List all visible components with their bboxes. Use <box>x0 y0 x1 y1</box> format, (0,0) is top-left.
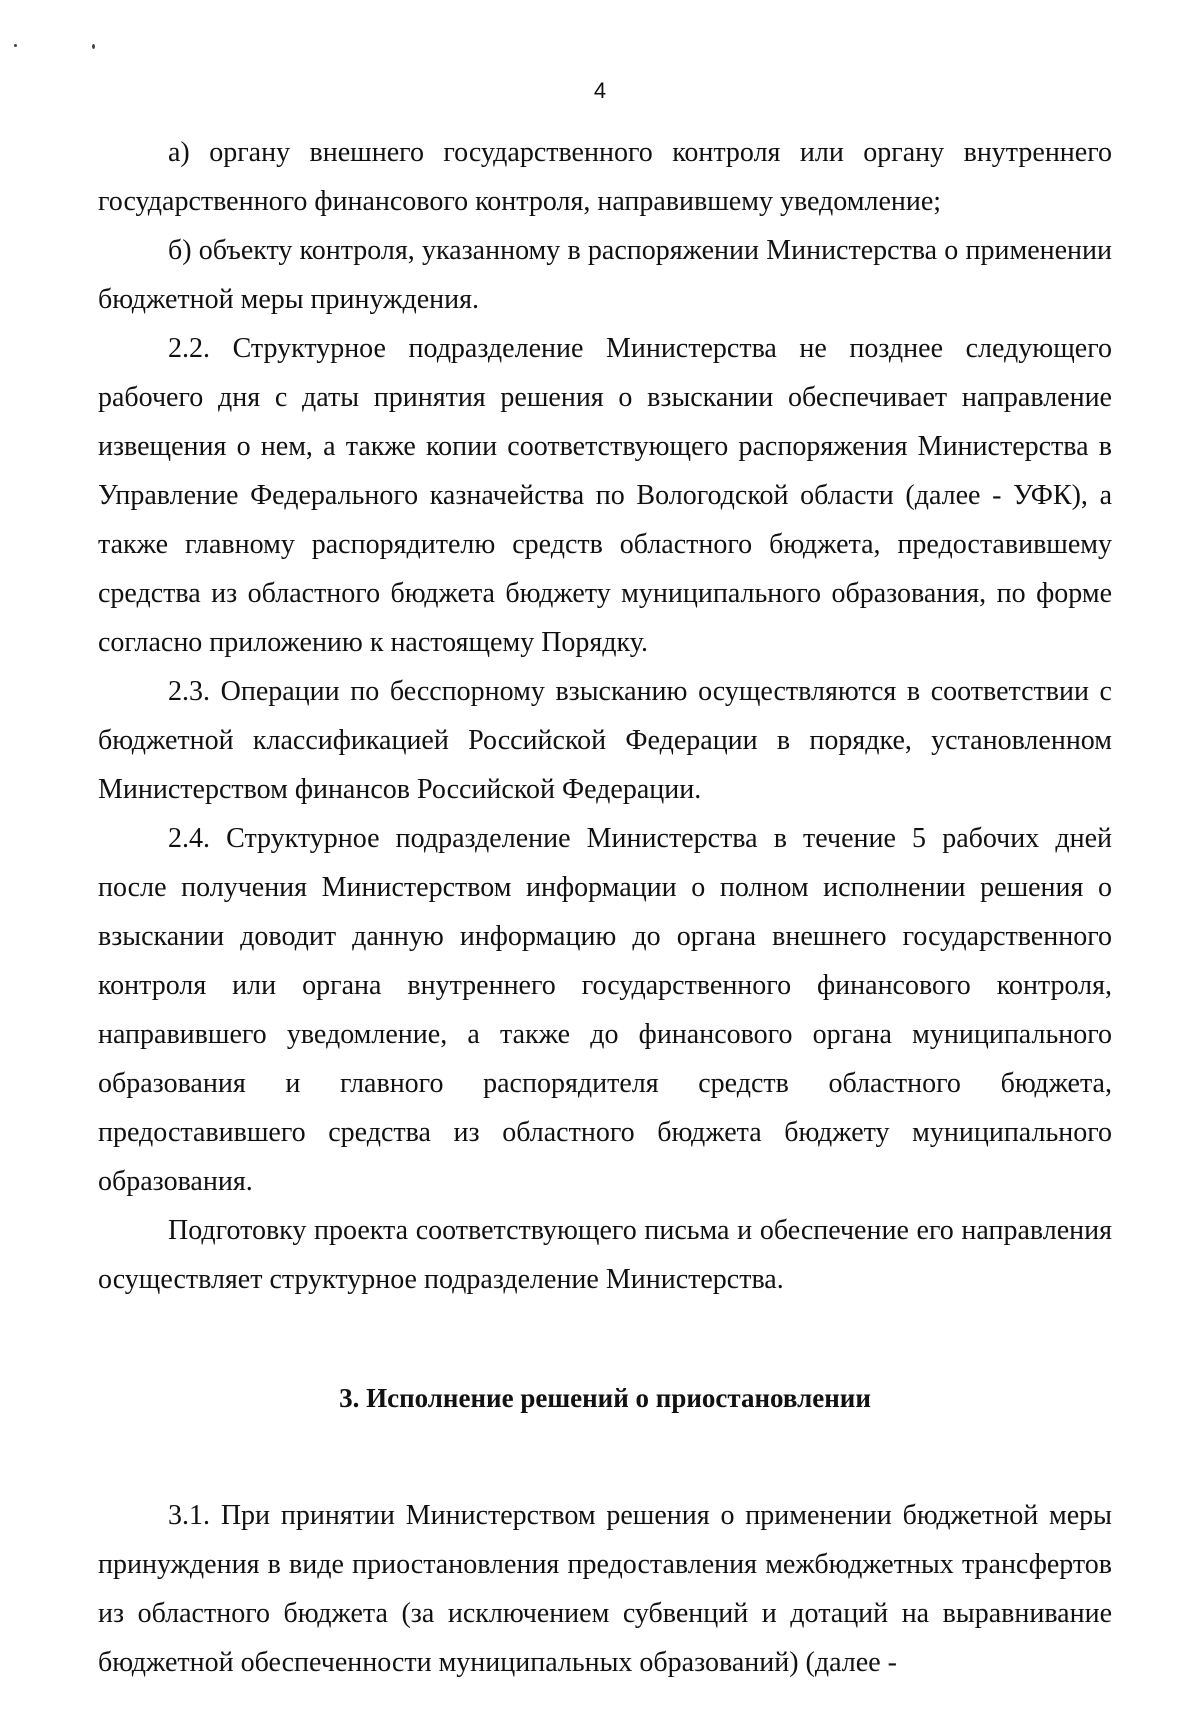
paragraph-letter-preparation: Подготовку проекта соответствующего письма и обеспечение его направления осуществляет структурное подразделение Министерства. <box>98 1215 1112 1295</box>
paragraph-b: б) объекту контроля, указанному в распоряжении Министерства о применении бюджетной меры принуждения. <box>98 235 1112 315</box>
paragraph-a: а) органу внешнего государственного контроля или органу внутреннего государственного финансового контроля, направившему уведомление; <box>98 137 1112 217</box>
section-heading: 3. Исполнение решений о приостановлении <box>339 1383 871 1413</box>
page-number: 4 <box>593 78 607 103</box>
paragraph-2-2: 2.2. Структурное подразделение Министерства не позднее следующего рабочего дня с даты принятия решения о взыскании обеспечивает направление извещения о нем, а также копии соответствующего распоряжения Министерства в Управление Федерального казначейства по Вологодской области (далее - УФК), а также главному распорядителю средств областного бюджета, предоставившему средства из областного бюджета бюджету муниципального образования, по форме согласно приложению к настоящему Порядку. <box>98 333 1112 658</box>
paragraph-2-3: 2.3. Операции по бесспорному взысканию осуществляются в соответствии с бюджетной классификацией Российской Федерации в порядке, установленном Министерством финансов Российской Федерации. <box>98 676 1112 805</box>
paragraph-2-4: 2.4. Структурное подразделение Министерства в течение 5 рабочих дней после получения Министерством информации о полном исполнении решения о взыскании доводит данную информацию до органа внешнего государственного контроля или органа внутреннего государственного финансового контроля, направившего уведомление, а также до финансового органа муниципального образования и главного распорядителя средств областного бюджета, предоставившего средства из областного бюджета бюджету муниципального образования. <box>98 823 1112 1197</box>
scan-speck <box>14 44 17 47</box>
paragraph-3-1: 3.1. При принятии Министерством решения о применении бюджетной меры принуждения в виде приостановления предоставления межбюджетных трансфертов из областного бюджета (за исключением субвенций и дотаций на выравнивание бюджетной обеспеченности муниципальных образований) (далее - <box>98 1500 1112 1678</box>
scan-speck <box>92 44 95 49</box>
document-body <box>98 128 1112 1687</box>
